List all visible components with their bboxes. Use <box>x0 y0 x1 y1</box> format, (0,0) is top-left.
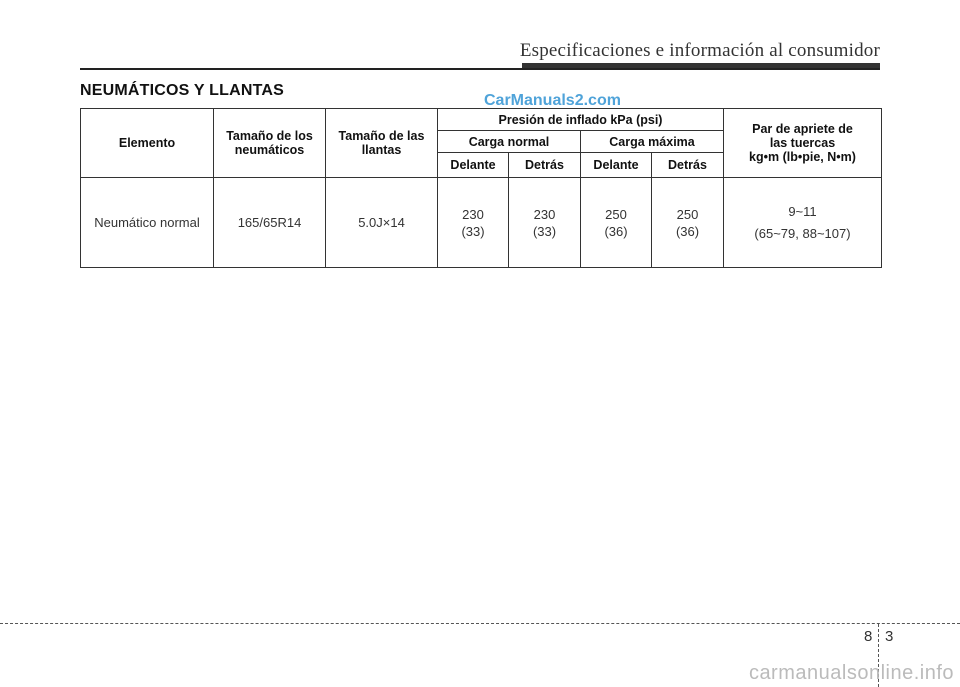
tire-spec-table <box>80 108 882 268</box>
header-max-load: Carga máxima <box>581 131 724 153</box>
header-element: Elemento <box>81 109 214 178</box>
header-pressure: Presión de inflado kPa (psi) <box>438 109 724 131</box>
header-rule <box>80 68 880 70</box>
header-rear-max: Detrás <box>652 153 724 178</box>
torque-line-2: las tuercas <box>769 136 836 150</box>
watermark-footer: carmanualsonline.info <box>748 662 954 684</box>
chapter-title: Especificaciones e información al consumidor <box>519 40 880 61</box>
psi-value: (36) <box>604 223 628 239</box>
section-title: NEUMÁTICOS Y LLANTAS <box>80 82 285 99</box>
kpa-value: 230 <box>462 206 484 222</box>
psi-value: (33) <box>532 223 557 239</box>
header-wheel-size: Tamaño de las llantas <box>326 109 438 178</box>
cell-max-rear <box>652 178 724 268</box>
footer-dashed-rule <box>0 623 960 624</box>
cell-max-front <box>581 178 652 268</box>
cell-tire-size: 165/65R14 <box>214 178 326 268</box>
header-front-normal: Delante <box>438 153 509 178</box>
page-number: 3 <box>885 628 894 645</box>
kpa-value: 250 <box>676 206 699 222</box>
cell-element: Neumático normal <box>81 178 214 268</box>
header-torque <box>724 109 882 178</box>
kpa-value: 230 <box>533 206 556 222</box>
psi-value: (33) <box>461 223 485 239</box>
torque-kgm: 9~11 <box>788 204 817 219</box>
torque-line-3: kg•m (lb•pie, N•m) <box>749 150 856 164</box>
torque-line-1: Par de apriete de <box>752 122 853 136</box>
header-tire-size: Tamaño de los neumáticos <box>214 109 326 178</box>
cell-normal-rear <box>509 178 581 268</box>
cell-wheel-size: 5.0J×14 <box>326 178 438 268</box>
header-front-max: Delante <box>581 153 652 178</box>
header-rear-normal: Detrás <box>509 153 581 178</box>
watermark-link[interactable]: CarManuals2.com <box>484 92 621 109</box>
table-row <box>81 178 882 268</box>
cell-normal-front <box>438 178 509 268</box>
psi-value: (36) <box>675 223 700 239</box>
page-number-section: 8 <box>864 628 873 645</box>
torque-lbft-nm: (65~79, 88~107) <box>754 226 851 241</box>
cell-torque <box>724 178 882 268</box>
kpa-value: 250 <box>605 206 627 222</box>
header-normal-load: Carga normal <box>438 131 581 153</box>
